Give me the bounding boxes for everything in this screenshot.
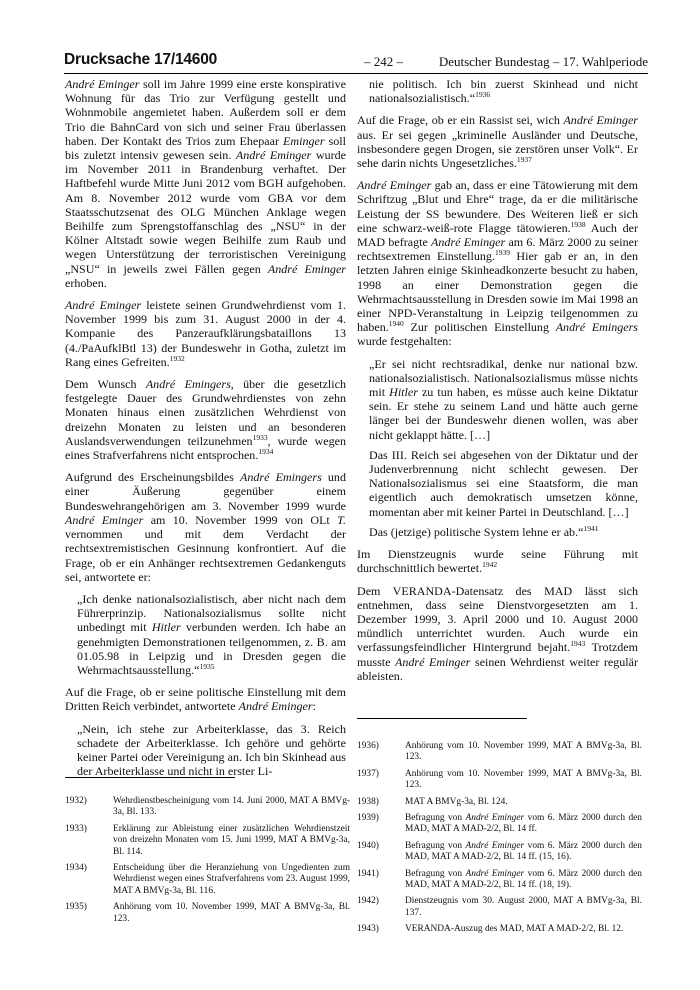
footnote-number: 1939) [357,813,379,824]
footnote-ref[interactable]: 1940 [388,319,404,329]
block-quote-continued [369,77,638,105]
text-run: soll bis zuletzt intensiv gewesen sein. [65,133,347,163]
paragraph [65,377,346,462]
text-run: zu tun haben, es müsse auch keine Diktatur sein. Er stehe zu seinem Land und hätte auch gerne länger bei der Bundeswehr dienen wollen, was aber nicht geklappt hätte. […] [369,385,639,442]
text-run: Im Dienstzeugnis wurde seine Führung mit durchschnittlich bewertet. [357,547,638,576]
person-name: André Emingers [555,320,638,335]
footnote-ref[interactable]: 1935 [199,661,215,671]
paragraph [357,584,638,683]
footnote-text [405,813,642,836]
document-number [64,51,217,69]
text-run: am 10. November 1999 von OLt [143,512,338,527]
paragraph [65,298,346,369]
text-run: Dienstzeugnis vom 30. August 2000, MAT A BMVg-3a, Bl. 137. [405,896,642,918]
footnote-number: 1941) [357,868,379,879]
footnote [357,813,642,836]
footnote-ref[interactable]: 1942 [482,560,498,570]
footnote-number: 1942) [357,896,379,907]
text-run: verbunden werden. Ich habe an genehmigten Demonstrationen teilgenommen, z. B. am 01.05.98 in Leipzig und in Dresden gegen die Wehrmachtsausstellung.“ [77,620,346,677]
text-run: MAT A BMVg-3a, Bl. 124. [405,796,508,807]
text-run: Befragung von [405,868,466,879]
person-name: André Eminger [465,813,525,824]
paragraph [65,470,346,584]
text-run: „Er sei nicht rechtsradikal, denke nur national bzw. nationalsozialistisch. Nationalsozialismus müsse nichts mit [369,356,638,400]
text-run: aus. Er sei gegen „kriminelle Ausländer und Deutsche, insbesondere gegen Drogen, sie zerstören unser Volk“. Er sehe darin nichts Ungesetzliches. [357,127,638,171]
footnote-text [405,797,642,808]
footnote-ref[interactable]: 1933 [252,432,268,442]
text-run: , über die gesetzlich festgelegte Dauer des Grundwehrdienstes von zehn Monaten hinaus einen zusätzlichen Wehrdienst von dreizehn Monaten zu leisten und an besonderen Auslandsverwendungen teilzunehmen [65,377,346,448]
publisher: Deutscher Bundestag – 17. Wahlperiode [438,54,648,69]
text-run: Auch der MAD befragte [357,220,639,250]
header-rule [64,73,648,74]
footnote-ref[interactable]: 1937 [516,155,532,164]
right-column [357,77,638,691]
text-run: vom 6. März 2000 durch den MAD, MAT A MAD-2/2, Bl. 14 ff. [405,813,642,835]
person-name: André Eminger [65,77,140,91]
person-name: André Emingers [145,377,231,392]
person-name: André Eminger [357,178,432,193]
text-run: Auf die Frage, ob er ein Rassist sei, wich [357,113,564,128]
text-run: am 6. März 2000 zu seiner rechtsextremen Einstellung. [357,235,639,264]
footnote-number: 1943) [357,924,379,935]
person-name: André Eminger [431,235,506,250]
text-run: Hier gab er an, in den letzten Jahren einige Skinheadkonzerte besucht zu haben, 1998 an einer Demonstration gegen die Wehrmachtsausstellung in Dresden sowie im Mai 1998 an einer NPD-Veranstaltung in Leipzig teilgenommen zu haben. [357,249,639,335]
person-name: André Eminger [465,840,525,851]
footnote [357,869,642,892]
footnote-separator [357,718,527,719]
person-name: T. [337,512,346,527]
footnote [65,796,350,819]
footnote-ref[interactable]: 1932 [169,353,185,363]
footnote [65,902,350,925]
text-run: leistete seinen Grundwehrdienst vom 1. November 1999 bis zum 31. August 2000 in der 4. Kompanie des Panzeraufklärungsbataillons 13 (4./PaAufklBtl 13) der Bundeswehr in Gotha, zuletzt im Rang eines Gefreiten. [65,298,346,369]
footnote-number: 1938) [357,796,379,807]
footnote [65,863,350,897]
footnote-text [405,741,642,764]
text-run: , wurde wegen eines Strafverfahrens nicht entsprochen. [65,433,346,463]
footnote-number: 1940) [357,840,379,851]
person-name: André Emingers [240,470,322,485]
text-run: Trotzdem musste [357,640,639,669]
person-name: André Eminger [235,148,312,163]
footnote-ref[interactable]: 1943 [570,639,586,649]
person-name: André Eminger [65,298,142,313]
block-quote [369,357,638,442]
text-run: vom 6. März 2000 durch den MAD, MAT A MAD-2/2, Bl. 14 ff. (18, 19). [405,868,642,891]
text-run: soll im Jahre 1999 eine erste konspirative Wohnung für das Trio zur Verfügung gestellt und Wohnmobile angemietet haben. Außerdem soll er dem Trio die BahnCard von sich und seiner Frau überlassen haben. Der Kontakt des Trios zum Ehepaar [65,77,346,148]
footnote-number: 1936) [357,741,379,751]
footnote-text: Wehrdienstbescheinigung vom 14. Juni 2000, MAT A BMVg-3a, Bl. 133. [113,796,350,818]
footnote-text [405,769,642,792]
document-prefix: Drucksache 17/ [64,51,175,68]
footnote-number: 1933) [65,823,87,834]
text-run: Zur politischen Einstellung [403,320,556,335]
footnote [65,824,350,858]
text-run: und einer Äußerung gegenüber einem Bundeswehrangehörigen am 3. November 1999 wurde [65,470,346,513]
footnote-text [405,924,642,935]
paragraph [357,547,638,575]
text-run: Anhörung vom 10. November 1999, MAT A BMVg-3a, Bl. 123. [405,768,642,791]
footnote [357,841,642,864]
text-run: nie politisch. Ich bin zuerst Skinhead und nicht nationalsozialistisch.“ [369,77,638,106]
block-quote [77,592,346,677]
block-quote: „Nein, ich stehe zur Arbeiterklasse, das 3. Reich schadete der Arbeiterklasse. Ich gehöre und gehörte keiner Partei oder Vereinigung an. Ich bin Skinhead aus der Arbeiterklasse und nicht in erster Li- [77,721,346,779]
paragraph [357,113,638,170]
footnote-text [405,896,642,919]
footnote-text [405,869,642,892]
person-name: André Eminger [65,512,144,527]
person-name: André Eminger [238,699,313,714]
footnote [357,924,642,935]
footnote-ref[interactable]: 1934 [258,447,274,457]
text-run: seinen Wehrdienst weiter regulär ableisten. [357,654,638,683]
page-number: – 242 – [364,54,403,69]
text-run: VERANDA-Auszug des MAD, MAT A MAD-2/2, Bl. 12. [405,924,624,935]
document-number-value: 14600 [174,51,218,68]
footnotes-left [65,796,350,930]
footnote-ref[interactable]: 1936 [475,90,491,100]
text-run: Befragung von [405,813,466,824]
footnote-number: 1934) [65,863,87,874]
text-run: Auf die Frage, ob er seine politische Einstellung mit dem Dritten Reich verbindet, antwortete [65,685,346,714]
paragraph [357,178,638,348]
person-name: André Eminger [395,654,471,669]
text-run: Aufgrund des Erscheinungsbildes [65,470,240,485]
text-run: erhoben. [65,275,107,290]
person-name: André Eminger [267,261,346,276]
person-name: Hitler [389,385,418,400]
footnote-text [405,841,642,864]
text-run: Befragung von [405,840,466,851]
text-run: Dem VERANDA-Datensatz des MAD lässt sich entnehmen, dass seine Dienstvorgesetzten am 1. Dezember 1999, 3. April 2000 und 10. August 2000 mündlich unterrichtet wurden. Auch wurde ein verfassungsfeindlicher Hintergrund bejaht. [357,583,638,655]
footnotes-right [357,741,642,941]
block-quote [369,525,638,539]
footnote-separator [65,777,235,778]
text-run: vom 6. März 2000 durch den MAD, MAT A MAD-2/2, Bl. 14 ff. (15, 16). [405,840,642,863]
footnote-number: 1937) [357,768,379,779]
person-name: André Eminger [465,868,525,879]
text-run: wurde im November 2011 in Brandenburg verhaftet. Der Haftbefehl wurde Mitte Juni 2012 vom BGH aufgehoben. Am 8. November 2012 wurde vom GBA vor dem Staatsschutzsenat des OLG München Anklage wegen Beihilfe zum Sprengstoffanschlag des „NSU“ in der Kölner Altstadt sowie wegen Beihilfe zum Raub und wegen Unterstützung der terroristischen Vereinigung „NSU“ in jeweils zwei Fällen gegen [65,148,346,276]
text-run: Das (jetzige) politische System lehne er ab.“ [369,524,584,539]
text-run: „Ich denke nationalsozialistisch, aber nicht nach dem Führerprinzip. Nationalsozialismus sollte nicht unbedingt mit [77,591,346,635]
paragraph [65,685,346,713]
text-run: Dem Wunsch [65,377,146,392]
person-name: André Eminger [563,113,638,128]
footnote-text: Anhörung vom 10. November 1999, MAT A BMVg-3a, Bl. 123. [113,902,350,924]
footnote [357,741,642,764]
left-column [65,77,346,784]
block-quote: Das III. Reich sei abgesehen von der Diktatur und der Judenverbrennung nicht schlecht gewesen. Der Nationalsozialismus sei eine Staatsform, die man eigentlich auch demokratisch umsetzen könne, momentan aber mit keiner Partei in Deutschland. […] [369,447,638,519]
person-name: Eminger [283,133,325,148]
footnote-text: Erklärung zur Ableistung einer zusätzlichen Wehrdienstzeit von dreizehn Monaten vom 15. Juni 1999, MAT A BMVg-3a, Bl. 114. [113,823,350,857]
footnote-number: 1932) [65,796,87,806]
footnote-ref[interactable]: 1938 [570,219,586,229]
paragraph [65,77,346,290]
text-run: : [312,699,316,714]
text-run: gab an, dass er eine Tätowierung mit dem Schriftzug „Blut und Ehre“ trage, da er die militärische Leistung der SS bewundere. Des Weiteren ließ er sich eine schwarz-weiß-rote Flagge tätowieren. [357,178,638,235]
footnote [357,797,642,808]
footnote [357,769,642,792]
footnote-ref[interactable]: 1939 [494,248,510,258]
footnote [357,896,642,919]
text-run: Anhörung vom 10. November 1999, MAT A BMVg-3a, Bl. 123. [405,741,642,763]
footnote-ref[interactable]: 1941 [583,523,599,533]
text-run: vernommen und mit dem Verdacht der rechtsextremistischen Gesinnung konfrontiert. Auf die Frage, ob er ein Anhänger rechtsextremen Gedankenguts sei, antwortete er: [65,527,346,584]
person-name: Hitler [151,620,181,635]
text-run: wurde festgehalten: [357,334,452,349]
page-header [64,51,648,75]
footnote-number: 1935) [65,902,87,913]
footnote-text: Entscheidung über die Heranziehung von Ungedienten zum Wehrdienst wegen eines Strafverfahrens vom 23. August 1999, MAT A BMVg-3a, Bl. 116. [113,863,350,896]
